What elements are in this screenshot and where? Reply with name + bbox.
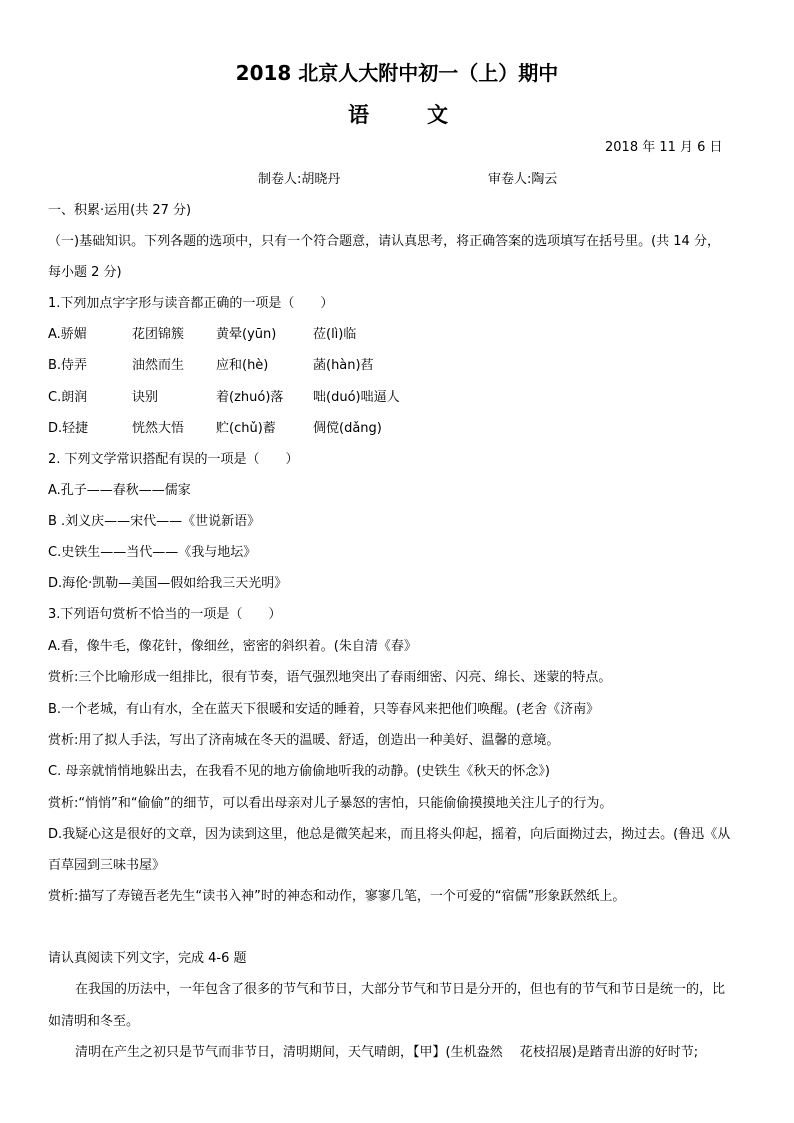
question-3-option-d-line-2: 百草园到三味书屋》: [48, 858, 166, 873]
question-1-option-a: [48, 327, 748, 343]
reading-instruction: 请认真阅读下列文字，完成 4-6 题: [48, 951, 247, 966]
question-1-stem: 1.下列加点字字形与读音都正确的一项是（ ）: [48, 296, 334, 311]
paper-reviewer: 审卷人:陶云: [488, 172, 558, 187]
passage-paragraph-2-line-1: 清明在产生之初只是节气而非节日，清明期间，天气晴朗，【甲】(生机盎然 花枝招展)是踏青出游的好时节;: [75, 1045, 699, 1060]
question-3-option-b: B.一个老城，有山有水，全在蓝天下很暖和安适的睡着，只等春风来把他们唤醒。(老舍《济南》: [48, 702, 600, 717]
question-3-analysis-d: 赏析:描写了寿镜吾老先生“读书入神”时的神态和动作，寥寥几笔，一个可爱的“宿儒”形象跃然纸上。: [48, 889, 626, 904]
passage-paragraph-1-line-1: 在我国的历法中，一年包含了很多的节气和节日，大部分节气和节日是分开的，但也有的节气和节日是统一的，比: [75, 982, 726, 997]
option-word-2: 诀别: [132, 390, 159, 405]
option-word-3: 贮(chǔ)蓄: [216, 421, 276, 436]
option-label: A.骄媚: [48, 327, 87, 342]
question-1-option-d: [48, 421, 748, 437]
option-word-4: 咄(duó)咄逼人: [313, 390, 400, 405]
subject-title: 语文: [348, 103, 506, 127]
question-1-option-b: [48, 358, 748, 374]
question-2-stem: 2. 下列文学常识搭配有误的一项是（ ）: [48, 452, 299, 467]
option-word-3: 黄晕(yūn): [216, 327, 277, 342]
question-3-analysis-a: 赏析:三个比喻形成一组排比，很有节奏，语气强烈地突出了春雨细密、闪亮、绵长、迷蒙的特点。: [48, 670, 612, 685]
option-word-4: 菡(hàn)萏: [313, 358, 374, 373]
option-word-3: 着(zhuó)落: [216, 390, 284, 405]
option-word-2: 花团锦簇: [132, 327, 185, 342]
option-label: C.朗润: [48, 390, 88, 405]
passage-paragraph-1-line-2: 如清明和冬至。: [48, 1014, 140, 1029]
question-2-option-b: B .刘义庆——宋代——《世说新语》: [48, 514, 261, 529]
question-3-option-c: C. 母亲就悄悄地躲出去，在我看不见的地方偷偷地听我的动静。(史铁生《秋天的怀念》): [48, 764, 550, 779]
option-word-4: 倜傥(dǎng): [313, 421, 382, 436]
question-3-stem: 3.下列语句赏析不恰当的一项是（ ）: [48, 607, 282, 622]
option-word-4: 莅(lì)临: [313, 327, 357, 342]
part-instruction-line-1: （一)基础知识。下列各题的选项中，只有一个符合题意，请认真思考，将正确答案的选项填写在括号里。(共 14 分，: [48, 234, 720, 249]
question-2-option-a: A.孔子——春秋——儒家: [48, 483, 191, 498]
question-3-analysis-b: 赏析:用了拟人手法，写出了济南城在冬天的温暖、舒适，创造出一种美好、温馨的意境。: [48, 733, 560, 748]
option-label: B.侍弄: [48, 358, 88, 373]
question-2-option-c: C.史铁生——当代——《我与地坛》: [48, 545, 257, 560]
option-label: D.轻捷: [48, 421, 89, 436]
question-3-option-a: A.看，像牛毛，像花针，像细丝，密密的斜织着。(朱自清《春》: [48, 639, 417, 654]
exam-date: 2018 年 11 月 6 日: [605, 140, 723, 155]
option-word-3: 应和(hè): [216, 358, 269, 373]
section-heading: 一、积累·运用(共 27 分): [48, 203, 192, 218]
question-1-option-c: [48, 390, 748, 406]
page-title: 2018 北京人大附中初一（上）期中: [235, 61, 559, 85]
question-3-analysis-c: 赏析:“悄悄”和“偷偷”的细节，可以看出母亲对儿子暴怒的害怕，只能偷偷摸摸地关注儿子的行为。: [48, 796, 613, 811]
question-3-option-d-line-1: D.我疑心这是很好的文章，因为读到这里，他总是微笑起来，而且将头仰起，摇着，向后面拗过去，拗过去。(鲁迅《从: [48, 827, 731, 842]
paper-maker: 制卷人:胡晓丹: [258, 172, 341, 187]
option-word-2: 油然而生: [132, 358, 185, 373]
question-2-option-d: D.海伦·凯勒—美国—假如给我三天光明》: [48, 576, 288, 591]
option-word-2: 恍然大悟: [132, 421, 185, 436]
part-instruction-line-2: 每小题 2 分): [48, 265, 122, 280]
